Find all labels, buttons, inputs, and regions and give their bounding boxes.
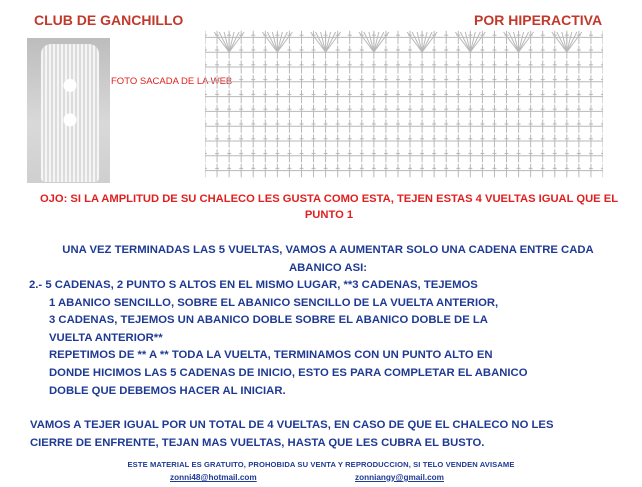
vest-photo <box>27 38 110 183</box>
crochet-stitch-diagram <box>205 30 603 178</box>
step-2-instructions <box>29 277 527 400</box>
warning-note: OJO: SI LA AMPLITUD DE SU CHALECO LES GUSTA COMO ESTA, TEJEN ESTAS 4 VUELTAS IGUAL QUE EL PUNTO 1 <box>39 193 619 221</box>
photo-caption: FOTO SACADA DE LA WEB <box>111 76 233 87</box>
step-line: 1 ABANICO SENCILLO, SOBRE EL ABANICO SENCILLO DE LA VUELTA ANTERIOR, <box>49 296 499 309</box>
photo-crochet-vest <box>41 44 99 182</box>
author-title: POR HIPERACTIVA <box>474 12 603 28</box>
intro-line-1: UNA VEZ TERMINADAS LAS 5 VUELTAS, VAMOS A AUMENTAR SOLO UNA CADENA ENTRE CADA <box>62 244 594 256</box>
closing-line-2: CIERRE DE ENFRENTE, TEJAN MAS VUELTAS, HASTA QUE LES CUBRA EL BUSTO. <box>30 436 485 449</box>
closing-line-1: VAMOS A TEJER IGUAL POR UN TOTAL DE 4 VUELTAS, EN CASO DE QUE EL CHALECO NO LES <box>30 419 554 431</box>
step-line: 2.- 5 CADENAS, 2 PUNTO S ALTOS EN EL MISMO LUGAR, **3 CADENAS, TEJEMOS <box>29 279 478 291</box>
copyright-notice: ESTE MATERIAL ES GRATUITO, PROHOBIDA SU VENTA Y REPRODUCCION, SI TELO VENDEN AVISAME <box>127 460 515 469</box>
email-link-2[interactable]: zonniangy@gmail.com <box>355 473 444 482</box>
step-line: DOBLE QUE DEBEMOS HACER AL INICIAR. <box>49 384 286 397</box>
email-link-1[interactable]: zonni48@hotmail.com <box>170 473 257 482</box>
step-line: REPETIMOS DE ** A ** TODA LA VUELTA, TERMINAMOS CON UN PUNTO ALTO EN <box>49 349 493 362</box>
intro-paragraph <box>38 242 618 277</box>
step-line: DONDE HICIMOS LAS 5 CADENAS DE INICIO, ESTO ES PARA COMPLETAR EL ABANICO <box>49 366 528 379</box>
closing-paragraph <box>30 417 553 452</box>
step-line: 3 CADENAS, TEJEMOS UN ABANICO DOBLE SOBRE EL ABANICO DOBLE DE LA <box>49 314 488 327</box>
club-title: CLUB DE GANCHILLO <box>34 12 184 28</box>
step-line: VUELTA ANTERIOR** <box>49 331 163 344</box>
intro-line-2: ABANICO ASI: <box>288 261 368 274</box>
